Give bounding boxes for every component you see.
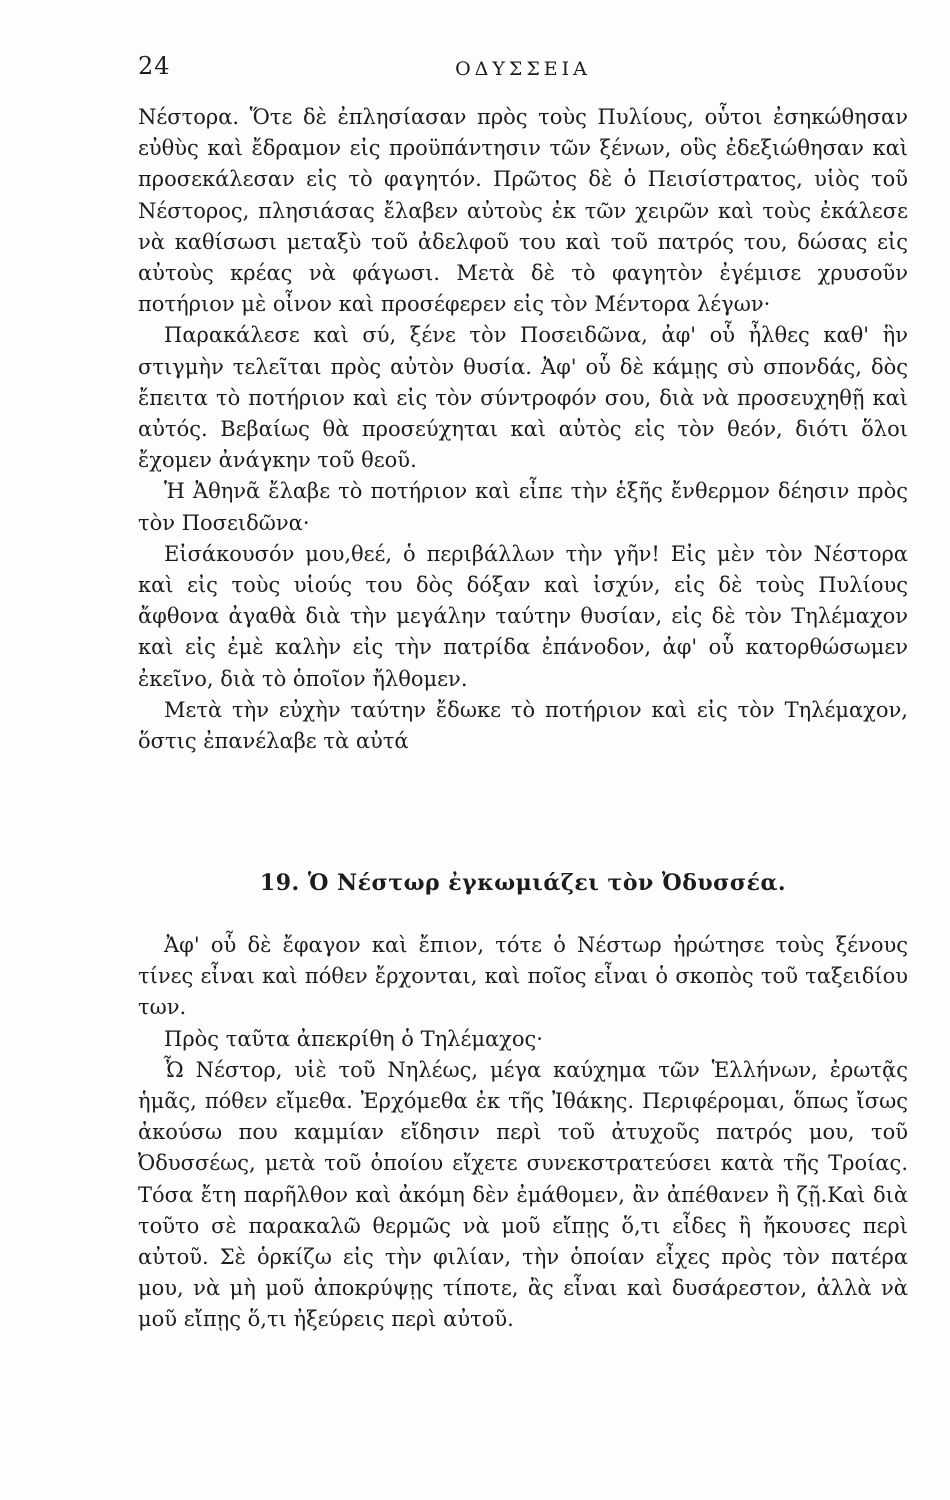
running-head [138, 52, 908, 92]
page-number: 24 [138, 52, 171, 80]
text-block-lower [138, 930, 908, 1336]
paragraph-5: Μετὰ τὴν εὐχὴν ταύτην ἔδωκε τὸ ποτήριον καὶ εἰς τὸν Τηλέμαχον, ὅστις ἐπανέλαβε τὰ αὐτά [138, 697, 908, 754]
book-title: ΟΔΥΣΣΕΙΑ [455, 58, 591, 80]
paragraph-7: Πρὸς ταῦτα ἀπεκρίθη ὁ Τηλέμαχος· [164, 1026, 543, 1051]
paragraph-3: Ἡ Ἀθηνᾶ ἔλαβε τὸ ποτήριον καὶ εἶπε τὴν ἑξῆς ἔνθερμον δέησιν πρὸς τὸν Ποσειδῶνα· [138, 479, 908, 535]
paragraph-8: Ὦ Νέστορ, υἱὲ τοῦ Νηλέως, μέγα καύχημα τῶν Ἑλλήνων, ἐρωτᾷς ἡμᾶς, πόθεν εἴμεθα. Ἐρχόμεθα ἐκ τῆς Ἰθάκης. Περιφέρομαι, ὅπως ἴσως ἀκούσω που καμμίαν εἴδησιν περὶ τοῦ ἀτυχοῦς πατρός μου, τοῦ Ὀδυσσέως, μετὰ τοῦ ὁποίου εἴχετε συνεκστρατεύσει κατὰ τῆς Τροίας. Τόσα ἔτη παρῆλθον καὶ ἀκόμη δὲν ἐμάθομεν, ἂν ἀπέθανεν ἢ ζῇ.Καὶ διὰ τοῦτο σὲ παρακαλῶ θερμῶς νὰ μοῦ εἴπῃς ὅ,τι εἶδες ἢ ἤκουσες περὶ αὐτοῦ. Σὲ ὁρκίζω εἰς τὴν φιλίαν, τὴν ὁποίαν εἶχες πρὸς τὸν πατέρα μου, νὰ μὴ μοῦ ἀποκρύψῃς τίποτε, ἂς εἶναι καὶ δυσάρεστον, ἀλλὰ νὰ μοῦ εἴπῃς ὅ,τι ἠξεύρεις περὶ αὐτοῦ. [138, 1057, 908, 1332]
section-heading: 19. Ὁ Νέστωρ ἐγκωμιάζει τὸν Ὀδυσσέα. [259, 870, 787, 896]
paragraph-2: Παρακάλεσε καὶ σύ, ξένε τὸν Ποσειδῶνα, ἀφ' οὗ ἦλθες καθ' ἣν στιγμὴν τελεῖται πρὸς αὐτὸν θυσία. Ἀφ' οὗ δὲ κάμῃς σὺ σπονδάς, δὸς ἔπειτα τὸ ποτήριον καὶ εἰς τὸν σύντροφόν σου, διὰ νὰ προσευχηθῇ καὶ αὐτός. Βεβαίως θὰ προσεύχηται καὶ αὐτὸς εἰς τὸν θεόν, διότι ὅλοι ἔχομεν ἀνάγκην τοῦ θεοῦ. [138, 323, 908, 473]
paragraph-1: Νέστορα. Ὅτε δὲ ἐπλησίασαν πρὸς τοὺς Πυλίους, οὗτοι ἐσηκώθησαν εὐθὺς καὶ ἔδραμον εἰς προϋπάντησιν τῶν ξένων, οὓς ἐδεξιώθησαν καὶ προσεκάλεσαν εἰς τὸ φαγητόν. Πρῶτος δὲ ὁ Πεισίστρατος, υἱὸς τοῦ Νέστορος, πλησιάσας ἔλαβεν αὐτοὺς ἐκ τῶν χειρῶν καὶ τοὺς ἐκάλεσε νὰ καθίσωσι μεταξὺ τοῦ ἀδελφοῦ του καὶ τοῦ πατρός του, δώσας εἰς αὐτοὺς κρέας νὰ φάγωσι. Μετὰ δὲ τὸ φαγητὸν ἐγέμισε χρυσοῦν ποτήριον μὲ οἶνον καὶ προσέφερεν εἰς τὸν Μέντορα λέγων· [138, 105, 908, 317]
paragraph-4: Εἰσάκουσόν μου,θεέ, ὁ περιβάλλων τὴν γῆν! Εἰς μὲν τὸν Νέστορα καὶ εἰς τοὺς υἱούς του δὸς δόξαν καὶ ἰσχύν, εἰς δὲ τοὺς Πυλίους ἄφθονα ἀγαθὰ διὰ τὴν μεγάλην ταύτην θυσίαν, εἰς δὲ τὸν Τηλέμαχον καὶ εἰς ἐμὲ καλὴν εἰς τὴν πατρίδα ἐπάνοδον, ἀφ' οὗ κατορθώσωμεν ἐκεῖνο, διὰ τὸ ὁποῖον ἤλθομεν. [138, 541, 908, 691]
paragraph-6: Ἀφ' οὗ δὲ ἔφαγον καὶ ἔπιον, τότε ὁ Νέστωρ ἠρώτησε τοὺς ξένους τίνες εἶναι καὶ πόθεν ἔρχονται, καὶ ποῖος εἶναι ὁ σκοπὸς τοῦ ταξειδίου των. [138, 933, 908, 1020]
text-block-upper [138, 102, 908, 757]
